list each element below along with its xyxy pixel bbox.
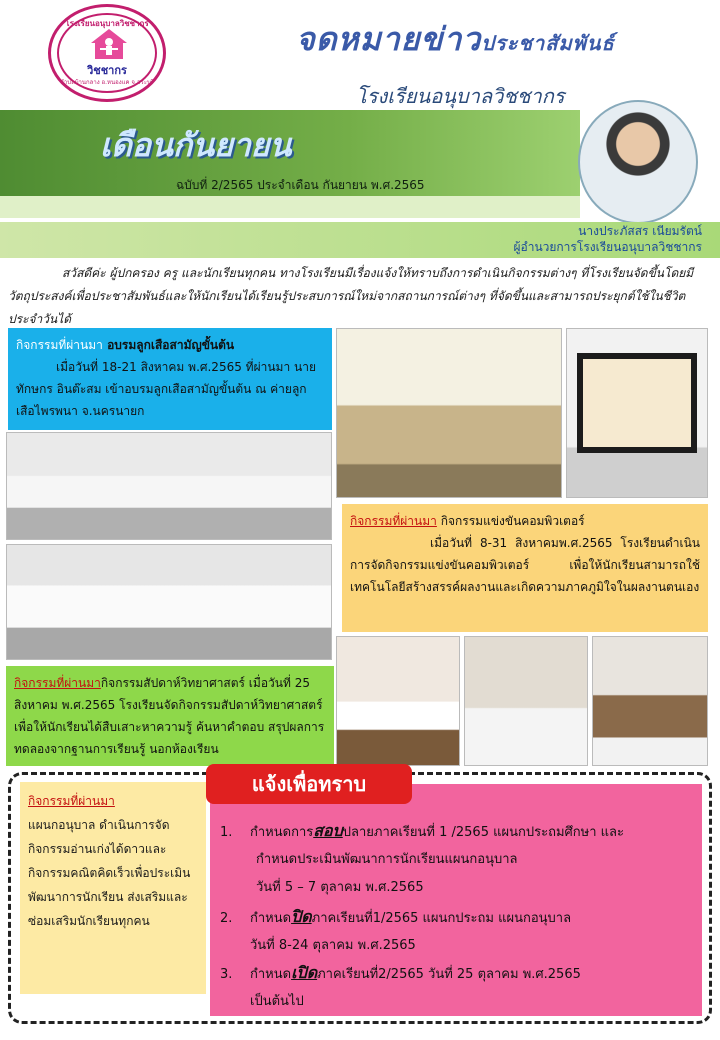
intro-paragraph: สวัสดีค่ะ ผู้ปกครอง ครู และนักเรียนทุกคน ทางโรงเรียนมีเรื่องแจ้งให้ทราบถึงการดำเนินกิจกรรมต่างๆ ที่โรงเรียนจัดขึ้นโดยมีวัตถุประสงค์เพื่อประชาสัมพันธ์และให้นักเรียนได้เรียนรู้ประสบการณ์ใหม่จากสถานการณ์ต่างๆ ที่จัดขึ้นและสามารถประยุกต์ใช้ในชีวิตประจำวันได้ <box>8 266 694 326</box>
activity-title: กิจกรรมแข่งขันคอมพิวเตอร์ <box>436 514 585 528</box>
announcement-box <box>210 784 702 1016</box>
computer-lab-photo-2 <box>6 544 332 660</box>
announcement-item-2: 2. กำหนดปิดภาคเรียนที่1/2565 แผนกประถม แผนกอนุบาล <box>220 907 572 926</box>
activity-computer-text <box>342 504 708 604</box>
activity-body: เมื่อวันที่ 18-21 สิงหาคม พ.ศ.2565 ที่ผ่านมา นายทักษกร อินต๊ะสม เข้าอบรมลูกเสือสามัญขั้นต้น ณ ค่ายลูกเสือไพรพนา จ.นครนายก <box>16 360 316 418</box>
science-photo-1 <box>336 636 460 766</box>
director-name: นางประภัสสร เนียมรัตน์ <box>578 224 702 238</box>
activity-kindergarten-box <box>20 782 206 994</box>
computer-monitor-photo <box>566 328 708 498</box>
announcement-item-1-line3: วันที่ 5 – 7 ตุลาคม พ.ศ.2565 <box>256 880 424 895</box>
green-banner-strip <box>0 196 580 218</box>
director-portrait <box>578 100 698 224</box>
activity-tag: กิจกรรมที่ผ่านมา <box>350 514 437 528</box>
newsletter-title <box>296 14 615 65</box>
activity-body: แผนกอนุบาล ดำเนินการจัดกิจกรรมอ่านเก่งได้ดาวและกิจกรรมคณิตคิดเร็วเพื่อประเมินพัฒนาการนักเรียน ส่งเสริมและซ่อมเสริมนักเรียนทุกคน <box>28 818 191 928</box>
activity-scout-text <box>8 328 332 428</box>
announcement-heading: แจ้งเพื่อทราบ <box>206 764 412 804</box>
announcement-item-2-line2: วันที่ 8-24 ตุลาคม พ.ศ.2565 <box>250 938 416 953</box>
activity-tag: กิจกรรมที่ผ่านมา <box>16 338 103 352</box>
month-title: เดือนกันยายน <box>100 126 292 164</box>
logo-bottom-text: ตำบลบ้านกลาง อ.หนองแค จ.สระบุรี <box>60 79 154 86</box>
logo-top-text: โรงเรียนอนุบาลวิชชากร <box>65 19 149 28</box>
monitor-screen <box>577 353 697 453</box>
activity-body: กิจกรรมสัปดาห์วิทยาศาสตร์ เมื่อวันที่ 25 สิงหาคม พ.ศ.2565 โรงเรียนจัดกิจกรรมสัปดาห์วิทยาศาสตร์ เพื่อให้นักเรียนได้สืบเสาะหาความรู้ ค้นหาคำตอบ สรุปผลการทดลองจากฐานการเรียนรู้ นอกห้องเรียน <box>14 676 325 756</box>
activity-title: อบรมลูกเสือสามัญขั้นต้น <box>102 338 235 352</box>
computer-lab-photo-1 <box>6 432 332 540</box>
logo-name: วิชชากร <box>87 64 127 77</box>
activity-scout-box <box>8 328 332 430</box>
announcement-item-3: 3. กำหนดเปิดภาคเรียนที่2/2565 วันที่ 25 ตุลาคม พ.ศ.2565 <box>220 963 581 982</box>
announcement-item-1-line2: กำหนดประเมินพัฒนาการนักเรียนแผนกอนุบาล <box>256 852 518 867</box>
scout-group-photo <box>336 328 562 498</box>
announcement-item-3-line2: เป็นต้นไป <box>250 994 304 1009</box>
issue-line: ฉบับที่ 2/2565 ประจำเดือน กันยายน พ.ศ.2565 <box>176 178 425 192</box>
activity-computer-box <box>342 504 708 632</box>
director-position: ผู้อำนวยการโรงเรียนอนุบาลวิชชากร <box>513 240 702 254</box>
activity-tag: กิจกรรมที่ผ่านมา <box>28 794 115 808</box>
activity-tag: กิจกรรมที่ผ่านมา <box>14 676 101 690</box>
house-icon <box>89 27 129 61</box>
school-name: โรงเรียนอนุบาลวิชชากร <box>356 84 565 108</box>
announcement-item-1: 1. กำหนดการสอบปลายภาคเรียนที่ 1 /2565 แผนกประถมศึกษา และ <box>220 821 624 840</box>
activity-science-box <box>6 666 334 766</box>
activity-science-text <box>6 666 334 766</box>
science-photo-3 <box>592 636 708 766</box>
school-logo <box>48 4 166 102</box>
title-small: ประชาสัมพันธ์ <box>481 31 615 55</box>
activity-body: เมื่อวันที่ 8-31 สิงหาคมพ.ศ.2565 โรงเรียนดำเนินการจัดกิจกรรมแข่งขันคอมพิวเตอร์ เพื่อให้นักเรียนสามารถใช้เทคโนโลยีสร้างสรรค์ผลงานและเกิดความภาคภูมิใจในผลงานตนเอง <box>350 536 700 594</box>
science-photo-2 <box>464 636 588 766</box>
title-big: จดหมายข่าว <box>296 20 482 58</box>
